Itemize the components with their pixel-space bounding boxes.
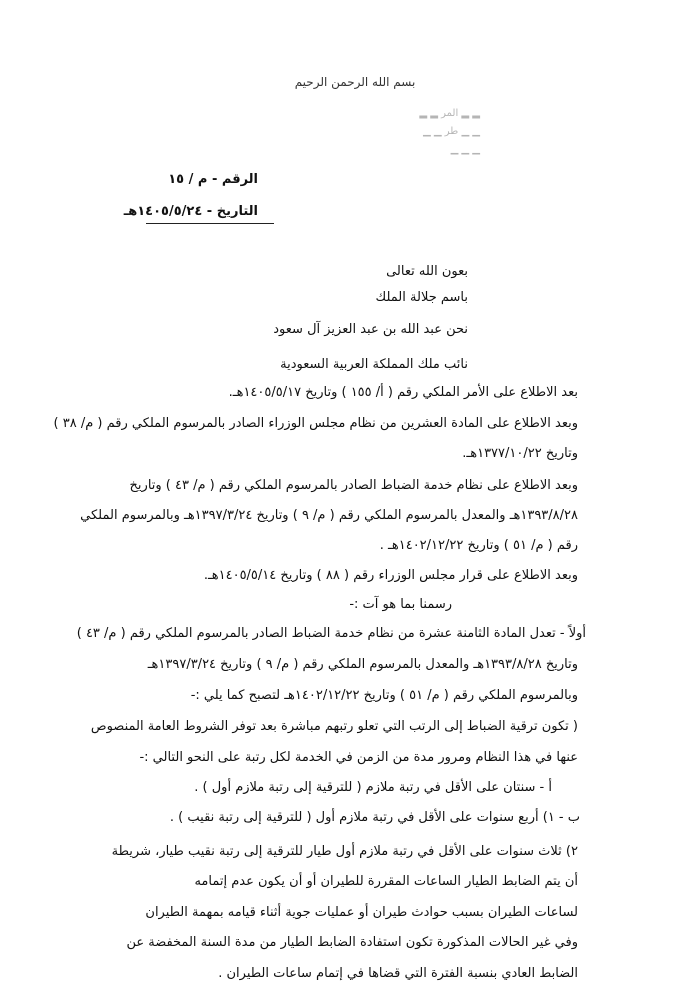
basmala: بسم الله الرحمن الرحيم	[294, 75, 416, 89]
recital-3-cont: ١٣٩٣/٨/٢٨هـ والمعدل بالمرسوم الملكي رقم ( م/ ٩ ) وتاريخ ١٣٩٧/٣/٢٤هـ وبالمرسوم الملكي	[80, 508, 578, 523]
opening-invocation: بعون الله تعالى	[386, 264, 468, 279]
reference-number: الرقم - م / ١٥	[168, 172, 258, 187]
clause-b-2-cont-1: أن يتم الضابط الطيار الساعات المقررة للطيران أو أن يكون عدم إتمامه	[194, 874, 578, 889]
clause-b-2-cont-4: الضابط العادي بنسبة الفترة التي قضاها في إتمام ساعات الطيران .	[218, 966, 578, 981]
recital-3-end: رقم ( م/ ٥١ ) وتاريخ ١٤٠٢/١٢/٢٢هـ .	[379, 538, 578, 553]
issuer-name: نحن عبد الله بن عبد العزيز آل سعود	[273, 322, 468, 337]
clause-b-1: ب - ١) أربع سنوات على الأقل في رتبة ملازم أول ( للترقية إلى رتبة نقيب ) .	[169, 810, 580, 825]
article-1-end: وبالمرسوم الملكي رقم ( م/ ٥١ ) وتاريخ ١٤٠٢/١٢/٢٢هـ لتصبح كما يلي :-	[190, 688, 578, 703]
recital-3: وبعد الاطلاع على نظام خدمة الضباط الصادر بالمرسوم الملكي رقم ( م/ ٤٣ ) وتاريخ	[129, 478, 578, 493]
issuer-title: نائب ملك المملكة العربية السعودية	[280, 357, 468, 372]
opening-authority: باسم جلالة الملك	[375, 290, 468, 305]
clause-b-2: ٢) ثلاث سنوات على الأقل في رتبة ملازم أول طيار للترقية إلى رتبة نقيب طيار، شريطة	[111, 844, 578, 859]
article-1: أولاً - تعدل المادة الثامنة عشرة من نظام خدمة الضباط الصادر بالمرسوم الملكي رقم ( م/ ٤٣ )	[76, 626, 586, 641]
recital-2-date: وتاريخ ١٣٧٧/١٠/٢٢هـ.	[462, 446, 578, 461]
article-text-1: ( تكون ترقية الضباط إلى الرتب التي تعلو رتبهم مباشرة بعد توفر الشروط العامة المنصوص	[90, 719, 578, 734]
recital-1: بعد الاطلاع على الأمر الملكي رقم ( أ/ ١٥٥ ) وتاريخ ١٤٠٥/٥/١٧هـ.	[228, 385, 578, 400]
reference-date: التاريخ - ١٤٠٥/٥/٢٤هـ	[123, 204, 258, 219]
faded-stamp: ▂ ▂ ﺍﻟﻤﺮ ▂ ▂ ▁ ▁ ﻃﺮ ▁ ▁ ▁ ▁ ▁	[419, 108, 480, 155]
recital-4: وبعد الاطلاع على قرار مجلس الوزراء رقم ( ٨٨ ) وتاريخ ١٤٠٥/٥/١٤هـ.	[203, 568, 578, 583]
article-1-cont: وتاريخ ١٣٩٣/٨/٢٨هـ والمعدل بالمرسوم الملكي رقم ( م/ ٩ ) وتاريخ ١٣٩٧/٣/٢٤هـ	[147, 657, 578, 672]
clause-b-2-cont-2: لساعات الطيران بسبب حوادث طيران أو عمليات جوية أثناء قيامه بمهمة الطيران	[145, 905, 578, 920]
recital-2: وبعد الاطلاع على المادة العشرين من نظام مجلس الوزراء الصادر بالمرسوم الملكي رقم ( م/ ٣٨ )	[53, 416, 578, 431]
decree-formula: رسمنا بما هو آت :-	[349, 597, 452, 612]
article-text-2: عنها في هذا النظام ومرور مدة من الزمن في الخدمة لكل رتبة على النحو التالي :-	[139, 750, 578, 765]
reference-underline	[146, 223, 274, 224]
clause-a: أ - سنتان على الأقل في رتبة ملازم ( للترقية إلى رتبة ملازم أول ) .	[194, 780, 552, 795]
clause-b-2-cont-3: وفي غير الحالات المذكورة تكون استفادة الضابط الطيار من مدة السنة المخفضة عن	[126, 935, 578, 950]
